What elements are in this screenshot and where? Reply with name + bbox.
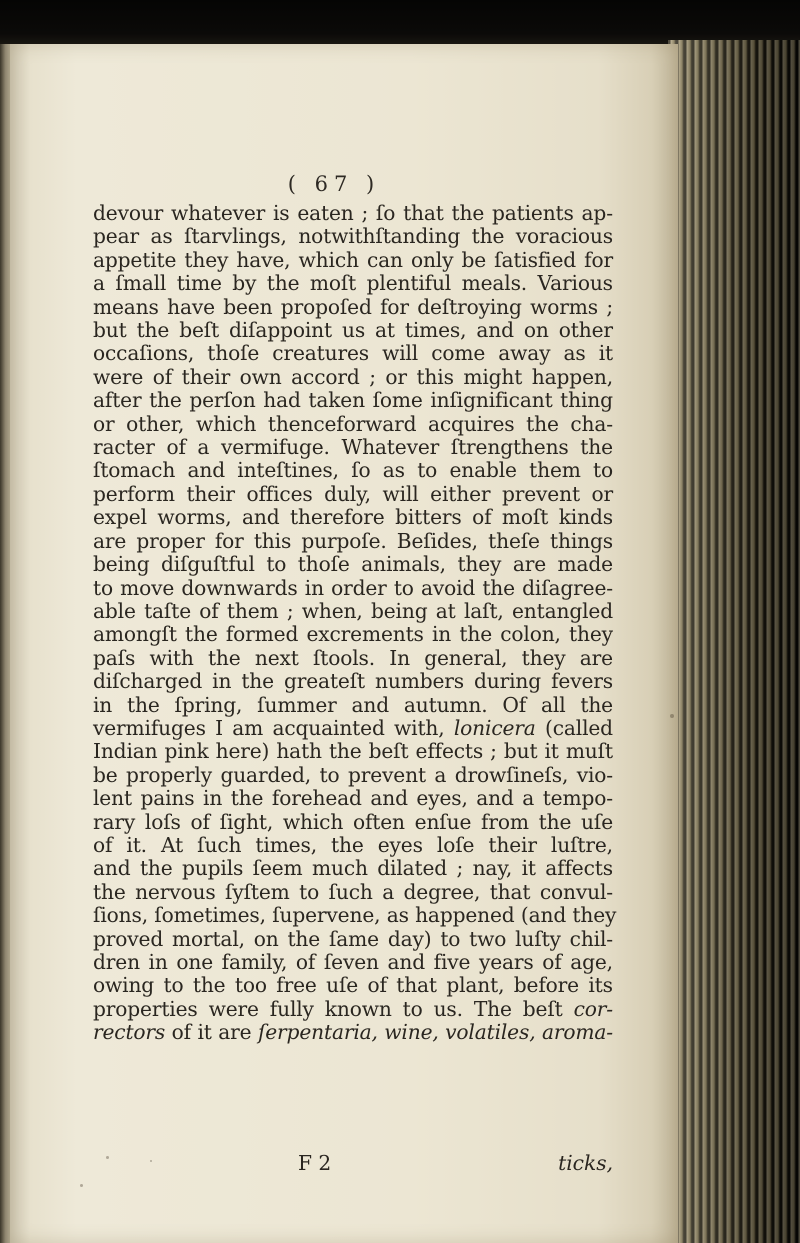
- text-line: of it. At ſuch times, the eyes loſe their luſtre,: [93, 832, 613, 857]
- text-line: devour whatever is eaten ; ſo that the patients ap-: [93, 201, 613, 225]
- text-line: properties were fully known to us. The beſt cor-: [93, 996, 613, 1021]
- text-line: occaſions, thoſe creatures will come away as it: [93, 341, 613, 366]
- signature-mark: F 2: [298, 1151, 332, 1175]
- body-text: [93, 201, 617, 1045]
- page-number: [10, 172, 678, 196]
- text-line: owing to the too free uſe of that plant, before its: [93, 973, 613, 998]
- paper-speck: [150, 1160, 152, 1162]
- text-line: vermifuges I am acquainted with, lonicera (called: [93, 715, 613, 740]
- book-fore-edge: [668, 40, 800, 1243]
- catchword: ticks,: [558, 1151, 613, 1175]
- text-line: be properly guarded, to prevent a drowſineſs, vio-: [93, 762, 613, 787]
- page-number-text: ( 67 ): [287, 172, 381, 196]
- text-line: being diſguſtful to thoſe animals, they are made: [93, 552, 613, 577]
- text-line: paſs with the next ſtools. In general, they are: [93, 645, 613, 670]
- text-line: able taſte of them ; when, being at laſt, entangled: [93, 598, 613, 623]
- text-line: Indian pink here) hath the beſt effects ; but it muſt: [93, 739, 613, 764]
- text-line: perform their offices duly, will either prevent or: [93, 481, 613, 506]
- text-line: lent pains in the forehead and eyes, and a tempo-: [93, 786, 613, 811]
- text-line: but the beſt diſappoint us at times, and on other: [93, 318, 613, 343]
- text-line: in the ſpring, ſummer and autumn. Of all the: [93, 692, 613, 717]
- text-line: dren in one family, of ſeven and five years of age,: [93, 950, 613, 974]
- paper-speck: [80, 1184, 83, 1187]
- text-line: and the pupils ſeem much dilated ; nay, it affects: [93, 856, 613, 881]
- text-line: the nervous ſyſtem to ſuch a degree, that convul-: [93, 879, 613, 904]
- text-line: after the perſon had taken ſome inſignificant thing: [93, 388, 613, 413]
- text-line: proved mortal, on the ſame day) to two luſty chil-: [93, 926, 613, 951]
- text-line: ſtomach and inteſtines, ſo as to enable them to: [93, 458, 613, 483]
- text-line: or other, which thenceforward acquires the cha-: [93, 411, 613, 436]
- text-line: ſions, ſometimes, ſupervene, as happened (and they: [93, 903, 617, 928]
- text-line: rary loſs of ſight, which often enſue from the uſe: [93, 809, 613, 834]
- text-line: appetite they have, which can only be ſatisfied for: [93, 247, 613, 272]
- paper-speck: [106, 1156, 109, 1159]
- text-line: diſcharged in the greateſt numbers during fevers: [93, 669, 613, 694]
- text-line: a ſmall time by the moſt plentiful meals. Various: [93, 271, 613, 296]
- text-line: are proper for this purpoſe. Beſides, theſe things: [93, 528, 613, 553]
- text-line: racter of a vermifuge. Whatever ſtrengthens the: [93, 435, 613, 460]
- text-line: pear as ſtarvlings, notwithſtanding the voracious: [93, 224, 613, 249]
- text-line: expel worms, and therefore bitters of moſt kinds: [93, 505, 613, 530]
- book-page: [10, 44, 678, 1243]
- paper-speck: [670, 714, 674, 718]
- text-line: amongſt the formed excrements in the colon, they: [93, 622, 613, 647]
- text-line: were of their own accord ; or this might happen,: [93, 364, 613, 389]
- text-line: to move downwards in order to avoid the diſagree-: [93, 575, 613, 600]
- text-line: rectors of it are ſerpentaria, wine, volatiles, aroma-: [93, 1020, 613, 1045]
- text-line: means have been propoſed for deſtroying worms ;: [93, 294, 613, 319]
